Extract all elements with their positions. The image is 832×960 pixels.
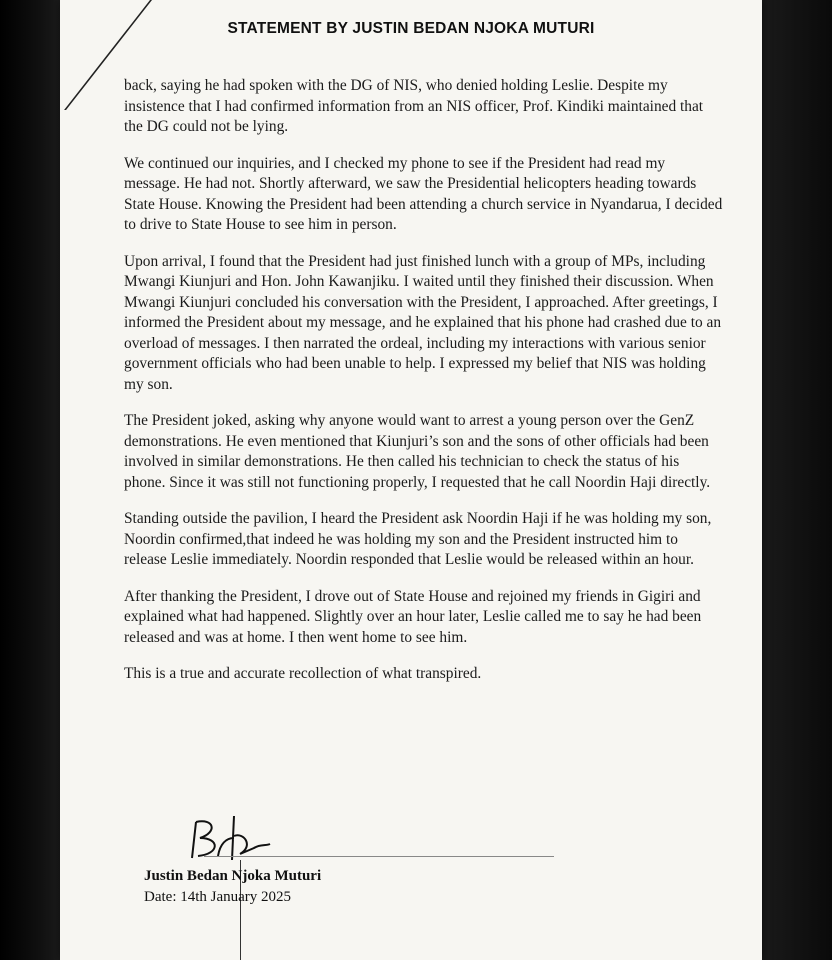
dark-frame-right xyxy=(762,0,832,960)
paragraph: Standing outside the pavilion, I heard the President ask Noordin Haji if he was holding my son, Noordin confirmed,that indeed he was holding my son and the President instructed him to release Leslie immediately. Noordin responded that Leslie would be released within an hour. xyxy=(124,510,712,568)
document-page xyxy=(60,0,762,960)
dark-frame-left xyxy=(0,0,60,960)
document-heading: STATEMENT BY JUSTIN BEDAN NJOKA MUTURI xyxy=(227,20,595,37)
signature-date: Date: 14th January 2025 xyxy=(144,889,292,905)
signature-block xyxy=(124,820,724,960)
handwritten-signature xyxy=(174,808,294,868)
document-body xyxy=(124,76,724,701)
paragraph: This is a true and accurate recollection of what transpired. xyxy=(124,665,482,682)
paragraph: Upon arrival, I found that the President had just finished lunch with a group of MPs, including Mwangi Kiunjuri and Hon. John Kawanjiku. I waited until they finished their discussion. When Mwangi Kiunjuri concluded his conversation with the President, I approached. After greetings, I informed the President about my message, and he explained that his phone had crashed due to an overload of messages. I then narrated the ordeal, including my interactions with various senior government officials who had been unable to help. I expressed my belief that NIS was holding my son. xyxy=(124,252,722,393)
paragraph: After thanking the President, I drove out of State House and rejoined my friends in Gigiri and explained what had happened. Slightly over an hour later, Leslie called me to say he had been released and was at home. I then went home to see him. xyxy=(124,587,702,646)
signature-line xyxy=(204,856,554,857)
signatory-name: Justin Bedan Njoka Muturi xyxy=(144,868,322,884)
paragraph: back, saying he had spoken with the DG of NIS, who denied holding Leslie. Despite my insistence that I had confirmed information from an NIS officer, Prof. Kindiki maintained that the DG could not be lying. xyxy=(124,77,704,135)
paragraph: We continued our inquiries, and I checked my phone to see if the President had read my message. He had not. Shortly afterward, we saw the Presidential helicopters heading towards State House. Knowing the President had been attending a church service in Nyandarua, I decided to drive to State House to see him in person. xyxy=(124,154,723,233)
paragraph: The President joked, asking why anyone would want to arrest a young person over the GenZ demonstrations. He even mentioned that Kiunjuri’s son and the sons of other officials had been involved in similar demonstrations. He then called his technician to check the status of his phone. Since it was still not functioning properly, I requested that he call Noordin Haji directly. xyxy=(124,412,711,491)
